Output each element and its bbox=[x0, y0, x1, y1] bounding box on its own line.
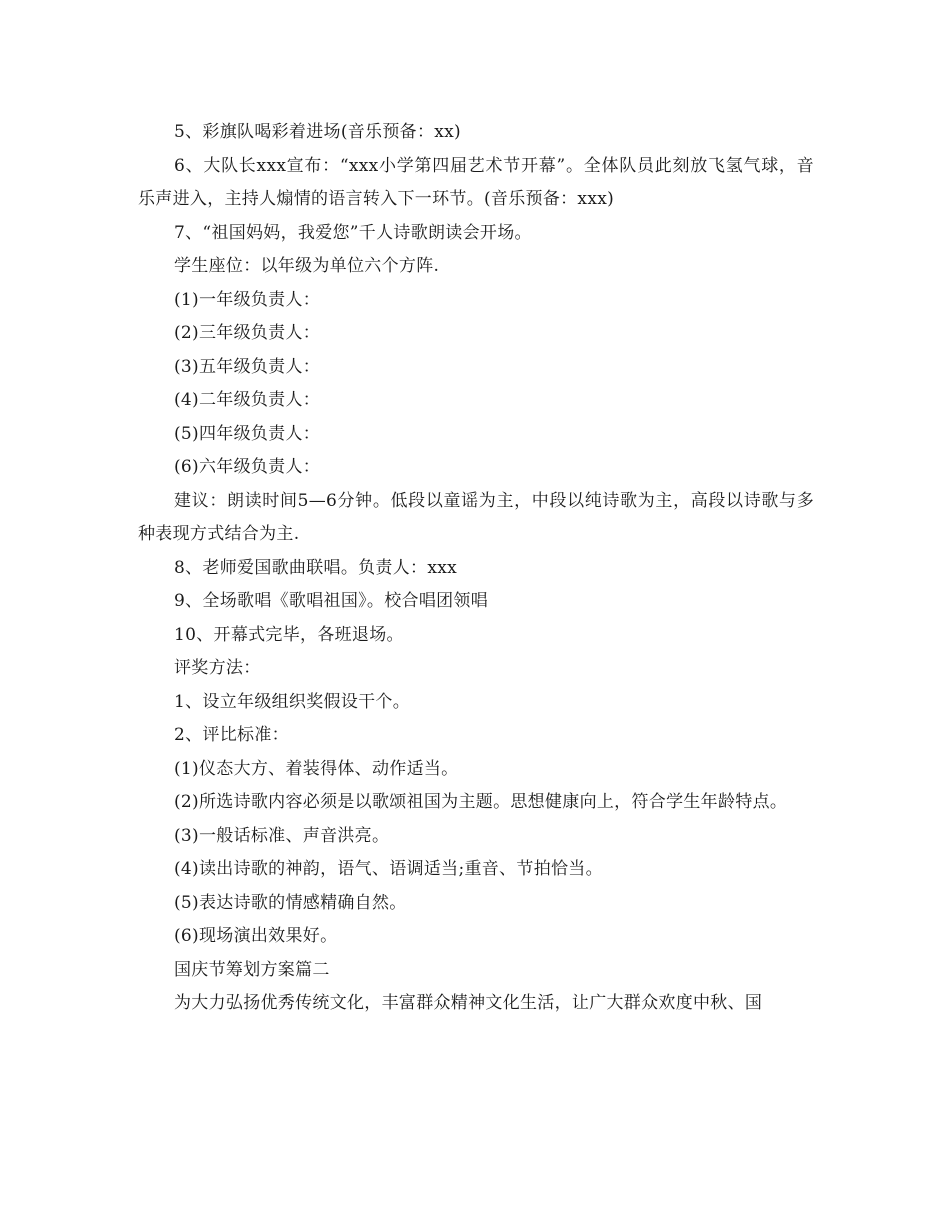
list-item: (1)一年级负责人： bbox=[174, 289, 321, 310]
paragraph: 8、老师爱国歌曲联唱。负责人：xxx bbox=[174, 557, 457, 578]
list-item: (6)六年级负责人： bbox=[174, 457, 321, 477]
list-item: (5)表达诗歌的情感精确自然。 bbox=[174, 892, 407, 913]
list-item: (4)读出诗歌的神韵，语气、语调适当;重音、节拍恰当。 bbox=[174, 859, 603, 879]
section-title: 国庆节筹划方案篇二 bbox=[174, 959, 330, 980]
paragraph: 建议：朗读时间5—6分钟。低段以童谣为主，中段以纯诗歌为主，高段以诗歌与多种表现方式结合为主. bbox=[138, 490, 814, 544]
paragraph: 9、全场歌唱《歌唱祖国》。校合唱团领唱 bbox=[174, 591, 489, 611]
list-item: (6)现场演出效果好。 bbox=[174, 926, 338, 946]
paragraph: 2、评比标准： bbox=[174, 725, 289, 745]
paragraph: 为大力弘扬优秀传统文化，丰富群众精神文化生活，让广大群众欢度中秋、国 bbox=[174, 993, 763, 1013]
list-item: (3)五年级负责人： bbox=[174, 356, 321, 377]
list-item: (5)四年级负责人： bbox=[174, 423, 321, 444]
paragraph: 1、设立年级组织奖假设干个。 bbox=[174, 691, 411, 712]
paragraph: 10、开幕式完毕，各班退场。 bbox=[174, 624, 404, 645]
paragraph: 5、彩旗队喝彩着进场(音乐预备：xx) bbox=[174, 122, 461, 142]
list-item: (2)所选诗歌内容必须是以歌颂祖国为主题。思想健康向上，符合学生年龄特点。 bbox=[174, 792, 788, 812]
document-body bbox=[138, 116, 814, 1021]
list-item: (2)三年级负责人： bbox=[174, 323, 321, 343]
section-heading: 评奖方法： bbox=[174, 658, 261, 678]
list-item: (4)二年级负责人： bbox=[174, 390, 321, 410]
list-item: (3)一般话标准、声音洪亮。 bbox=[174, 825, 390, 846]
list-item: (1)仪态大方、着装得体、动作适当。 bbox=[174, 758, 459, 779]
paragraph: 6、大队长xxx宣布：“xxx小学第四届艺术节开幕”。全体队员此刻放飞氢气球，音乐声进入，主持人煽情的语言转入下一环节。(音乐预备：xxx) bbox=[138, 155, 814, 209]
paragraph: 7、“祖国妈妈，我爱您”千人诗歌朗读会开场。 bbox=[174, 222, 532, 243]
paragraph: 学生座位：以年级为单位六个方阵. bbox=[174, 256, 440, 276]
